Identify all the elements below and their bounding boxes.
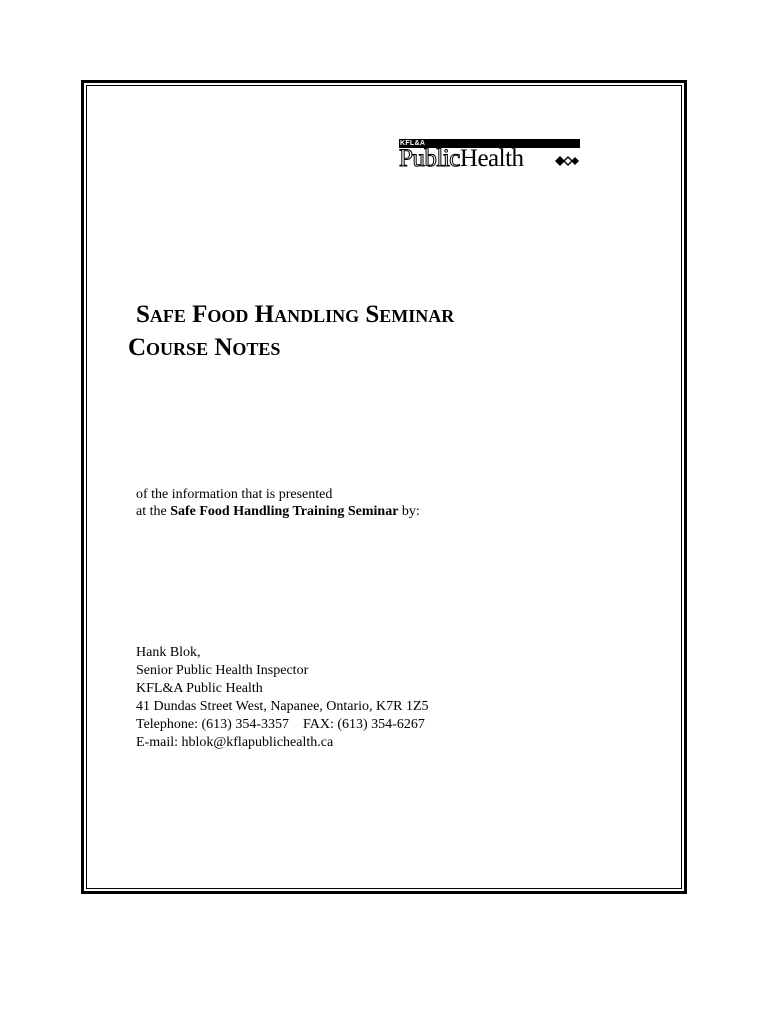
logo-org-text: KFL&A xyxy=(400,140,426,147)
page-title xyxy=(128,298,454,364)
intro-text xyxy=(136,486,420,520)
diamonds-icon xyxy=(550,153,580,169)
intro-line-2 xyxy=(136,503,420,520)
kfla-public-health-logo xyxy=(399,139,580,173)
intro-suffix: by: xyxy=(398,504,420,519)
contact-phone: Telephone: (613) 354-3357 FAX: (613) 354-6267 xyxy=(136,717,425,732)
logo-word-health: Health xyxy=(459,145,524,172)
contact-block xyxy=(136,644,429,752)
logo-wordmark xyxy=(399,145,524,173)
logo-word-public: Public xyxy=(399,145,460,172)
contact-address: 41 Dundas Street West, Napanee, Ontario, K7R 1Z5 xyxy=(136,699,429,714)
contact-org: KFL&A Public Health xyxy=(136,681,263,696)
contact-role: Senior Public Health Inspector xyxy=(136,663,309,678)
title-line-1: Safe Food Handling Seminar xyxy=(136,301,455,328)
seminar-name: Safe Food Handling Training Seminar xyxy=(170,504,399,519)
intro-prefix: at the xyxy=(136,504,171,519)
title-line-2: Course Notes xyxy=(128,334,281,361)
contact-email: E-mail: hblok@kflapublichealth.ca xyxy=(136,735,334,750)
intro-line-1: of the information that is presented xyxy=(136,487,333,502)
contact-name: Hank Blok, xyxy=(136,645,201,660)
